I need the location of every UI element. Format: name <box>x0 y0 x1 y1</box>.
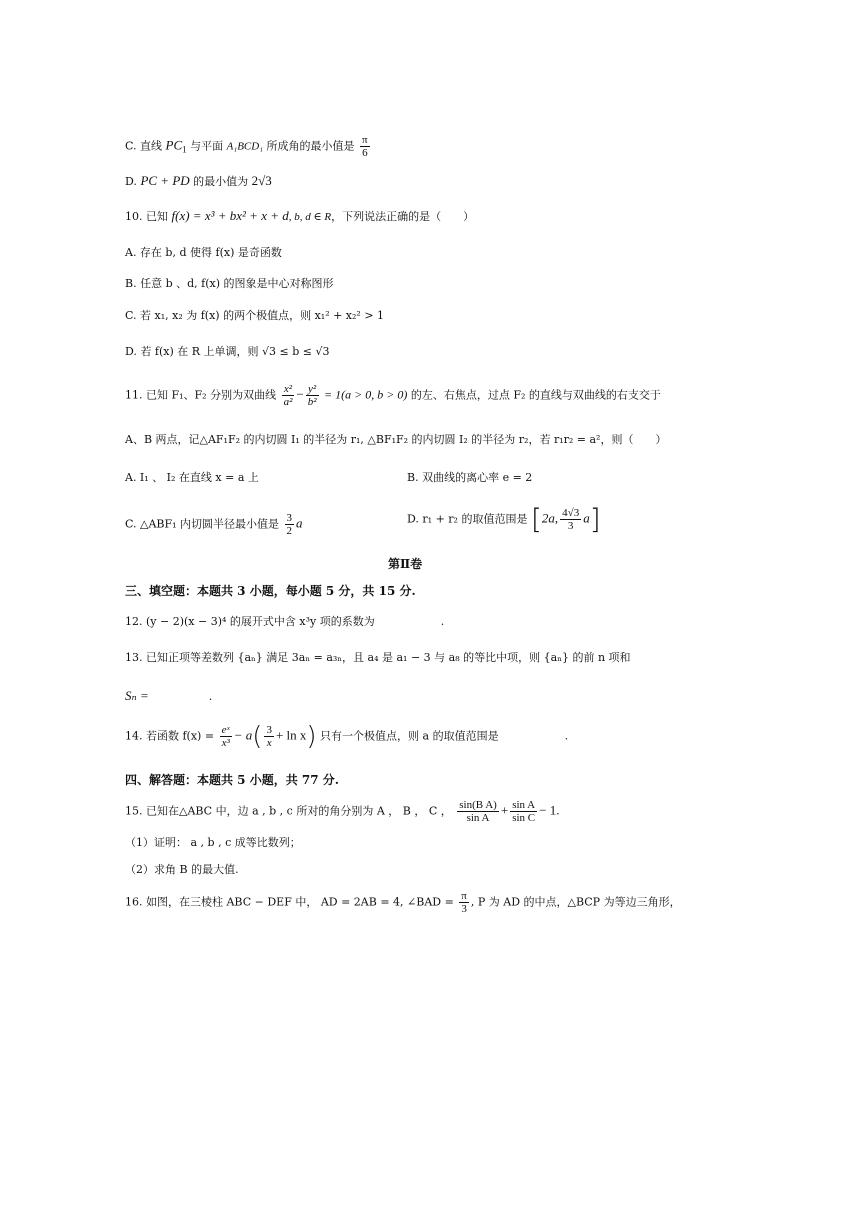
q11-c-suffix: a <box>296 515 303 531</box>
q14-in-den: x <box>266 737 272 749</box>
q11-d-num: 4√3 <box>562 507 580 519</box>
q11-c-fraction <box>285 512 295 537</box>
q14-mid: − a <box>233 727 253 743</box>
q11-x-fraction <box>282 383 295 408</box>
q10-stem-func: f(x) = x³ + bx² + x + d <box>171 208 289 223</box>
q9-c-mid2: 所成角的最小值是 <box>266 139 355 153</box>
q9-c-den: 6 <box>362 147 368 159</box>
q11-option-a: A. I₁ 、 I₂ 在直线 x = a 上 <box>125 471 259 484</box>
q11-stem1-cond: = 1(a > 0, b > 0) <box>324 387 408 402</box>
q15-plus: + <box>500 802 509 818</box>
q11-d-prefix: D. r₁ + r₂ 的取值范围是 <box>407 512 528 526</box>
q14-e-den: x³ <box>221 737 230 749</box>
q9-d-mid: 的最小值为 <box>193 175 249 188</box>
q11-c-den: 2 <box>286 525 293 537</box>
q9-c-num: π <box>362 134 368 146</box>
q9-option-c <box>125 134 372 159</box>
q12-end: . <box>440 615 445 628</box>
q10-option-c: C. 若 x₁, x₂ 为 f(x) 的两个极值点，则 x₁² + x₂² > 1 <box>125 309 385 322</box>
q9-c-sub: 1 <box>182 144 187 155</box>
q16-den: 3 <box>461 903 467 915</box>
q15-f1-fraction <box>457 799 499 824</box>
section4-title: 四、解答题：本题共 5 小题，共 77 分. <box>125 773 339 787</box>
q11-x-den: a² <box>283 396 293 408</box>
q11-c-num: 3 <box>286 512 293 524</box>
q12 <box>125 614 444 630</box>
q11-y-fraction <box>306 383 319 408</box>
q15-part2: （2）求角 B 的最大值. <box>125 863 239 876</box>
q15-f2-num: sin A <box>512 799 536 811</box>
q11-option-c <box>125 512 303 537</box>
q11-y-den: b² <box>307 396 317 408</box>
q11-option-d <box>407 502 601 536</box>
q16-prefix: 16. 如图，在三棱柱 ABC − DEF 中， AD = 2AB = 4, ∠BAD = <box>125 895 454 909</box>
q9-c-prefix: C. 直线 <box>125 139 163 153</box>
q14-suffix: 只有一个极值点，则 a 的取值范围是 <box>320 729 499 743</box>
q14-e-fraction <box>220 724 232 749</box>
q9-c-fraction <box>360 134 370 159</box>
q10-stem-cond: , b, d ∈ R <box>288 211 332 223</box>
q9-option-d <box>125 173 272 190</box>
q13-end: . <box>208 690 213 703</box>
q11-d-fraction <box>560 507 581 532</box>
q13-line1: 13. 已知正项等差数列 {aₙ} 满足 3aₙ = a₃ₙ，且 a₄ 是 a₁ − 3 与 a₈ 的等比中项，则 {aₙ} 的前 n 项和 <box>125 651 631 664</box>
part2-title: 第Ⅱ卷 <box>388 557 423 571</box>
q10-option-b: B. 任意 b 、d, f(x) 的图象是中心对称图形 <box>125 277 334 290</box>
q14-in-num: 3 <box>266 724 272 736</box>
q11-d-right: a <box>583 510 590 526</box>
q11-d-left: 2a, <box>541 510 559 526</box>
q14 <box>125 721 569 752</box>
section3-title: 三、填空题：本题共 3 小题，每小题 5 分，共 15 分. <box>125 584 416 598</box>
q16-num: π <box>461 890 467 902</box>
q10-stem-suffix: ，下列说法正确的是（ ） <box>331 210 475 223</box>
q11-c-prefix: C. △ABF₁ 内切圆半径最小值是 <box>125 517 280 531</box>
q11-d-left-bracket: [ <box>530 502 542 536</box>
q11-y-num: y² <box>306 383 319 396</box>
q16-stem <box>125 890 681 915</box>
q9-c-mid: 与平面 <box>190 139 224 153</box>
q12-text: 12. (y − 2)(x − 3)⁴ 的展开式中含 x³y 项的系数为 <box>125 615 375 628</box>
q15-tail: − 1. <box>539 802 560 818</box>
q9-c-plane: A₁BCD₁ <box>226 140 264 153</box>
q14-in-fraction <box>264 724 274 749</box>
q11-stem-line2: A、B 两点，记△AF₁F₂ 的内切圆 I₁ 的半径为 r₁, △BF₁F₂ 的内切圆 I₂ 的半径为 r₂，若 r₁r₂ = a²，则（ ） <box>125 433 667 446</box>
q11-d-den: 3 <box>567 520 574 532</box>
q10-stem-prefix: 10. 已知 <box>125 210 168 223</box>
q9-d-val: 2√3 <box>251 173 272 188</box>
q9-c-line: PC <box>165 137 183 153</box>
q11-x-num: x² <box>282 383 295 396</box>
q16-fraction <box>459 890 469 915</box>
q14-prefix: 14. 若函数 f(x) = <box>125 729 215 743</box>
q11-d-right-bracket: ] <box>589 502 601 536</box>
q10-stem <box>125 208 474 225</box>
q9-d-prefix: D. <box>125 175 137 188</box>
q10-option-d: D. 若 f(x) 在 R 上单调，则 √3 ≤ b ≤ √3 <box>125 345 330 358</box>
q11-stem-line1 <box>125 383 661 408</box>
q16-suffix: , P 为 AD 的中点，△BCP 为等边三角形， <box>470 895 681 909</box>
q10-option-a: A. 存在 b, d 使得 f(x) 是奇函数 <box>125 246 282 259</box>
q11-minus: − <box>296 386 304 402</box>
q15-f2-den: sin C <box>512 812 536 824</box>
q15-part1: （1）证明： a , b , c 成等比数列； <box>125 836 301 849</box>
q13-sn: Sₙ = <box>125 688 149 703</box>
q15-f1-den: sin A <box>466 812 490 824</box>
q15-f1-num: sin(B A) <box>459 799 497 811</box>
q9-d-expr: PC + PD <box>140 173 190 188</box>
q11-option-b: B. 双曲线的离心率 e = 2 <box>407 471 533 484</box>
q14-in-tail: + ln x <box>275 727 307 743</box>
q14-end: . <box>564 729 569 743</box>
q15-stem <box>125 799 559 824</box>
q15-f2-fraction <box>510 799 537 824</box>
q11-stem1-prefix: 11. 已知 F₁、F₂ 分别为双曲线 <box>125 388 277 402</box>
q14-e-num: eˣ <box>220 724 232 737</box>
q11-stem1-suffix: 的左、右焦点，过点 F₂ 的直线与双曲线的右支交于 <box>410 388 661 402</box>
q15-prefix: 15. 已知在△ABC 中，边 a , b , c 所对的角分别为 A ， B ， C ， <box>125 804 452 818</box>
q14-left-paren: ( <box>252 721 263 752</box>
q13-line2 <box>125 688 212 705</box>
q14-right-paren: ) <box>306 721 317 752</box>
